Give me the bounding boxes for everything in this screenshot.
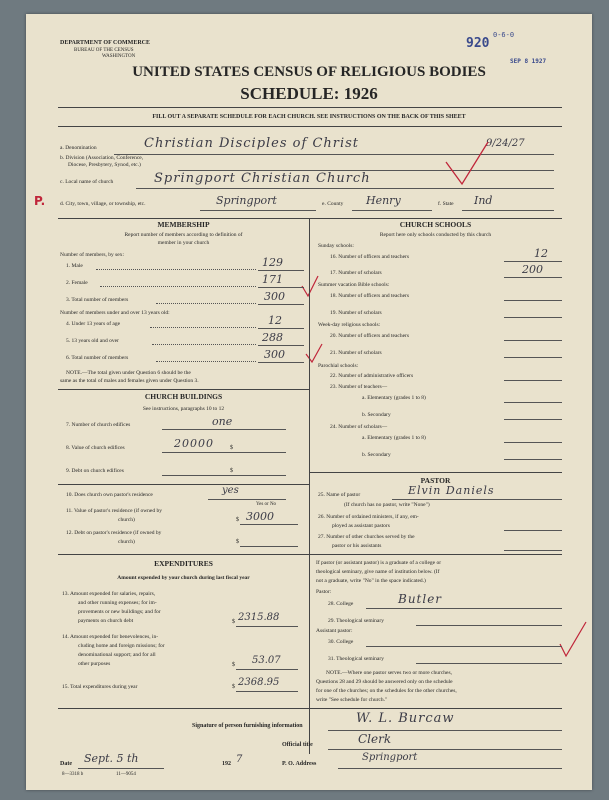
- q28-value: Butler: [398, 592, 443, 606]
- po-address-value: Springport: [362, 752, 418, 763]
- sunday-header: Sunday schools:: [318, 243, 354, 249]
- q13-label-cont: payments on church debt: [78, 618, 134, 624]
- q20-label: 20. Number of officers and teachers: [330, 333, 410, 339]
- q26-label-cont: ployed as assistant pastors: [332, 523, 390, 529]
- q6-value: 300: [264, 348, 285, 361]
- q23a-label: a. Elementary (grades 1 to 8): [362, 395, 426, 401]
- q21-label: 21. Number of scholars: [330, 350, 382, 356]
- q26-label: 26. Number of ordained ministers, if any, em-: [318, 514, 419, 520]
- q16-value: 12: [534, 247, 548, 260]
- q3-label: 3. Total number of members: [66, 297, 129, 303]
- q13-label: 13. Amount expended for salaries, repairs,: [62, 591, 156, 597]
- q24-label: 24. Number of scholars—: [330, 424, 388, 430]
- dollar-sign: $: [232, 684, 235, 690]
- county-label: e. County: [322, 201, 344, 207]
- q29-label: 29. Theological seminary: [328, 618, 384, 624]
- membership-title: MEMBERSHIP: [157, 220, 210, 229]
- q3-value: 300: [264, 290, 285, 303]
- q11-label: 11. Value of pastor's residence (if owned by: [66, 508, 162, 514]
- date-label: Date: [60, 761, 72, 767]
- denomination-label: a. Denomination: [60, 145, 97, 151]
- county-value: Henry: [366, 194, 401, 207]
- buildings-sub: See instructions, paragraphs 10 to 12: [142, 406, 225, 412]
- graduate-note: If pastor (or assistant pastor) is a graduate of a college or: [316, 560, 442, 566]
- q14-label: 14. Amount expended for benevolences, in-: [62, 634, 159, 640]
- schools-title: CHURCH SCHOOLS: [399, 220, 472, 229]
- dollar-sign: $: [232, 619, 235, 625]
- dollar-sign: $: [230, 468, 233, 474]
- q22-label: 22. Number of administrative officers: [330, 373, 414, 379]
- q13-value: 2315.88: [238, 612, 280, 623]
- q17-label: 17. Number of scholars: [330, 270, 382, 276]
- q8-value: 20000: [174, 437, 214, 450]
- denomination-value: Christian Disciples of Christ: [144, 136, 360, 151]
- pastor-note: Questions 28 and 29 should be answered only on the schedule: [316, 679, 453, 685]
- q23b-label: b. Secondary: [362, 412, 391, 418]
- q14-label-cont: cluding home and foreign missions; for: [78, 643, 165, 649]
- pastor-title: PASTOR: [420, 476, 451, 485]
- q1-value: 129: [262, 256, 283, 269]
- stamp-number: 920: [466, 36, 490, 51]
- q8-label: 8. Value of church edifices: [66, 445, 125, 451]
- church-name-label: c. Local name of church: [60, 179, 114, 185]
- q10-label: 10. Does church own pastor's residence: [66, 492, 153, 498]
- date-value: Sept. 5 th: [84, 752, 139, 765]
- assistant-subheader: Assistant pastor:: [316, 628, 353, 634]
- year-label: 192: [222, 761, 231, 767]
- dollar-sign: $: [236, 517, 239, 523]
- q14-label-cont: other purposes: [78, 661, 111, 667]
- q25-label: 25. Name of pastor: [318, 492, 361, 498]
- q24b-label: b. Secondary: [362, 452, 391, 458]
- q16-label: 16. Number of officers and teachers: [330, 254, 410, 260]
- age-header: Number of members under and over 13 years old:: [60, 310, 170, 316]
- q13-label-cont: provements or new buildings; and for: [78, 609, 161, 615]
- expenditures-title: EXPENDITURES: [154, 559, 213, 568]
- q19-label: 19. Number of scholars: [330, 310, 382, 316]
- state-label: f. State: [438, 201, 454, 207]
- q15-value: 2368.95: [238, 677, 280, 688]
- stamp-code: 0-6-0: [493, 31, 515, 39]
- city-field-label: d. City, town, village, or township, etc.: [60, 201, 146, 207]
- dollar-sign: $: [236, 539, 239, 545]
- q14-label-cont: denominational support; and for all: [78, 652, 156, 658]
- q2-value: 171: [262, 273, 283, 286]
- q30-label: 30. College: [328, 639, 354, 645]
- q4-label: 4. Under 13 years of age: [66, 321, 121, 327]
- division-label: b. Division (Association, Conference,: [60, 155, 144, 161]
- q5-label: 5. 13 years old and over: [66, 338, 119, 344]
- schedule-title: SCHEDULE: 1926: [240, 84, 378, 103]
- q12-label: 12. Debt on pastor's residence (if owned by: [66, 530, 162, 536]
- city-label: WASHINGTON: [102, 54, 136, 59]
- q11-label-cont: church): [118, 517, 135, 523]
- q5-value: 288: [262, 331, 283, 344]
- parochial-header: Parochial schools:: [318, 363, 359, 369]
- form-instruction: FILL OUT A SEPARATE SCHEDULE FOR EACH CHURCH. SEE INSTRUCTIONS ON THE BACK OF THIS SHEET: [152, 114, 466, 120]
- by-sex-header: Number of members, by sex:: [60, 252, 124, 258]
- expenditures-sub: Amount expended by your church during last fiscal year: [117, 575, 250, 581]
- q28-label: 28. College: [328, 601, 354, 607]
- q15-label: 15. Total expenditures during year: [62, 684, 138, 690]
- q24a-label: a. Elementary (grades 1 to 8): [362, 435, 426, 441]
- q25-value: Elvin Daniels: [408, 484, 495, 497]
- q7-label: 7. Number of church edifices: [66, 422, 131, 428]
- q4-value: 12: [268, 314, 282, 327]
- buildings-title: CHURCH BUILDINGS: [144, 392, 223, 401]
- graduate-note: not a graduate, write "No" in the space indicated.): [316, 578, 426, 584]
- form-number: 8—3318 b: [62, 772, 84, 777]
- q10-value: yes: [222, 485, 239, 496]
- received-date-stamp: SEP 8 1927: [510, 58, 547, 65]
- membership-note-text: NOTE.—The total given under Question 6 should be the: [66, 370, 191, 376]
- q27-label: 27. Number of other churches served by the: [318, 534, 415, 540]
- pastor-note: for one of the churches; on the schedules for the other churches,: [316, 688, 457, 694]
- schools-sub: Report here only schools conducted by this church: [379, 232, 492, 238]
- q1-label: 1. Male: [66, 263, 83, 269]
- membership-note: Report number of members according to definition of: [124, 232, 243, 238]
- summer-header: Summer vacation Bible schools:: [318, 282, 390, 288]
- pastor-note: write "See schedule for church.": [316, 697, 388, 703]
- pastor-note: NOTE.—Where one pastor serves two or more churches,: [326, 670, 452, 676]
- q6-label: 6. Total number of members: [66, 355, 129, 361]
- q7-value: one: [212, 415, 233, 428]
- pastor-subheader: Pastor:: [316, 589, 332, 595]
- graduate-note: theological seminary, give name of institution below. (If: [316, 569, 440, 575]
- signature-label: Signature of person furnishing information: [192, 723, 303, 729]
- q31-label: 31. Theological seminary: [328, 656, 384, 662]
- department-label: DEPARTMENT OF COMMERCE: [60, 40, 151, 46]
- weekday-header: Week-day religious schools:: [318, 322, 381, 328]
- dollar-sign: $: [230, 445, 233, 451]
- form-title: UNITED STATES CENSUS OF RELIGIOUS BODIES: [132, 64, 486, 80]
- yes-no-caption: Yes or No: [256, 502, 277, 507]
- q18-label: 18. Number of officers and teachers: [330, 293, 410, 299]
- dollar-sign: $: [232, 662, 235, 668]
- q27-label-cont: pastor or his assistants: [332, 543, 382, 549]
- membership-note-text: same as the total of males and females given under Question 3.: [60, 378, 199, 384]
- membership-note: member in your church: [157, 240, 210, 246]
- q11-value: 3000: [246, 510, 274, 523]
- margin-mark: P.: [34, 194, 46, 208]
- q23-label: 23. Number of teachers—: [330, 384, 388, 390]
- q12-label-cont: church): [118, 539, 135, 545]
- official-title-label: Official title: [282, 742, 313, 748]
- q13-label-cont: and other running expenses; for im-: [78, 600, 157, 606]
- bureau-label: BUREAU OF THE CENSUS: [74, 48, 134, 53]
- po-address-label: P. O. Address: [282, 761, 317, 767]
- signature-value: W. L. Burcaw: [356, 711, 455, 726]
- print-number: 11—9054: [116, 772, 136, 777]
- state-value: Ind: [474, 194, 493, 207]
- official-title-value: Clerk: [358, 732, 392, 746]
- division-sublabel: Diocese, Presbytery, Synod, etc.): [68, 162, 141, 168]
- q2-label: 2. Female: [66, 280, 88, 286]
- year-digit: 7: [236, 754, 243, 765]
- column-divider: [309, 218, 310, 754]
- q9-label: 9. Debt on church edifices: [66, 468, 124, 474]
- census-form-sheet: [26, 14, 592, 790]
- city-field-value: Springport: [216, 194, 277, 207]
- q14-value: 53.07: [252, 655, 281, 666]
- q17-value: 200: [522, 263, 543, 276]
- filled-date: 9/24/27: [486, 138, 525, 149]
- church-name-value: Springport Christian Church: [154, 171, 371, 186]
- q25-note: (If church has no pastor, write "None"): [344, 502, 430, 508]
